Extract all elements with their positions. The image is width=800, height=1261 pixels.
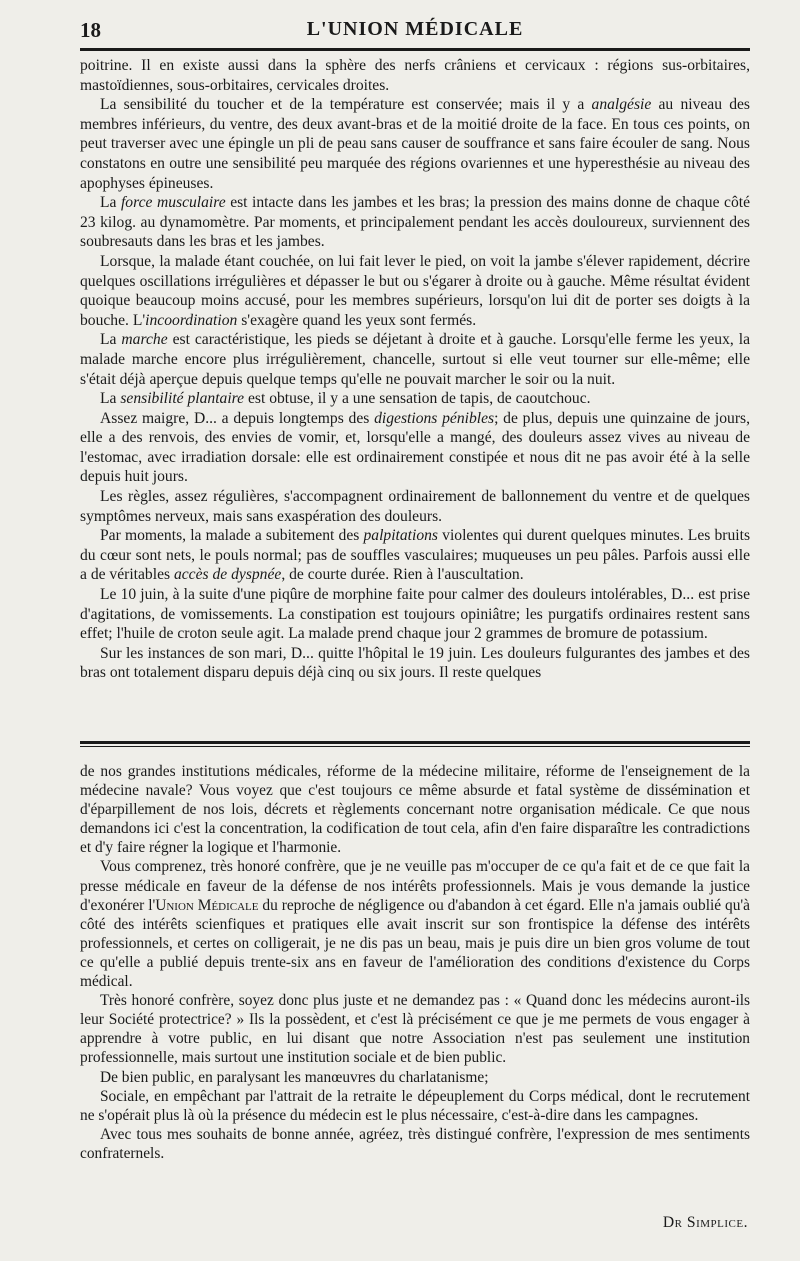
text-run: La: [100, 390, 121, 408]
paragraph: Sur les instances de son mari, D... quitte l'hôpital le 19 juin. Les douleurs fulgurantes des jambes et des bras ont totalement disparu depuis déjà cinq ou six jours. Il reste quelques: [80, 644, 750, 682]
paragraph: Très honoré confrère, soyez donc plus juste et ne demandez pas : « Quand donc les médecins auront-ils leur Société protectrice? » Ils la possèdent, et c'est là précisément ce que je me permets de vous engager à apprendre à votre public, en lui disant que notre Association n'est pas seulement une institution professionnelle, mais surtout une institution sociale et de bien public.: [80, 992, 750, 1067]
italic-term: incoordination: [145, 311, 238, 329]
text-run: Par moments, la malade a subitement des: [100, 527, 364, 545]
paragraph: [80, 409, 750, 487]
paragraph: De bien public, en paralysant les manœuvres du charlatanisme;: [100, 1068, 489, 1086]
text-run: est intacte dans les jambes et les bras; la pression des mains donne de chaque côté 23 kilog. au dynamomètre. Par moments, et principalement pendant les accès douloureux, surviennent des soubresauts dans les bras et les jambes.: [80, 194, 750, 251]
paragraph: de nos grandes institutions médicales, réforme de la médecine militaire, réforme de l'enseignement de la médecine navale? Vous voyez que c'est toujours ce même absurde et fatal système de dissémination et d'éparpillement de nos lois, décrets et règlements concernant notre organisation médicale. Ce que nous demandons ici c'est la concentration, la codification de tout cela, afin d'en faire disparaître les contradictions et d'y faire régner la logique et l'harmonie.: [80, 763, 750, 857]
page-header: [80, 14, 750, 46]
text-run: Lorsque, la malade étant couchée, on lui fait lever le pied, on voit la jambe s'élever rapidement, décrire quelques oscillations irrégulières et dépasser le but ou s'égarer à droite ou à gauche. Même résultat évident quoique beaucoup moins accusé, pour les membres supérieurs, lorsqu'on lui dit de porter ses doigts à la bouche. L': [80, 252, 750, 329]
signature: Dr Simplice.: [662, 1214, 748, 1231]
paragraph: poitrine. Il en existe aussi dans la sphère des nerfs crâniens et cervicaux : régions sus-orbitaires, mastoïdiennes, sous-orbitaires, cervicales droites.: [80, 57, 750, 94]
section-divider: [80, 741, 750, 747]
italic-term: digestions pénibles: [374, 409, 495, 427]
text-run: du reproche de négligence ou d'abandon à cet égard. Elle n'a jamais oublié qu'à côté des intérêts scienfiques et pratiques elle avait inscrit sur son frontispice la défense des intérêts professionnels, et certes on colligerait, je ne dis pas un beau, mais je puis dire un bien gros volume de tout ce qu'elle a publié depuis trente-six ans en faveur de l'amélioration des conditions d'existence du Corps médical.: [80, 896, 750, 991]
paragraph: [80, 193, 750, 252]
text-run: est obtuse, il y a une sensation de tapis, de caoutchouc.: [244, 390, 591, 408]
letter-text: [80, 762, 750, 1163]
paragraph: [80, 95, 750, 193]
text-run: La: [100, 331, 122, 349]
journal-title: L'UNION MÉDICALE: [306, 18, 524, 40]
italic-term: palpitations: [363, 527, 438, 545]
paragraph: Avec tous mes souhaits de bonne année, agréez, très distingué confrère, l'expression de mes sentiments confraternels.: [80, 1125, 750, 1162]
text-run: Vous comprenez, très honoré confrère, que je ne veuille pas m'occuper de ce qu'a fait et de ce que fait la presse médicale en faveur de la défense de nos intérêts professionnels. Mais je vous demande la justice d'exonérer l': [80, 858, 750, 914]
italic-term: sensibilité plantaire: [120, 390, 245, 408]
text-run: , de courte durée. Rien à l'auscultation.: [281, 566, 524, 584]
paragraph: Les règles, assez régulières, s'accompagnent ordinairement de ballonnement du ventre et de quelques symptômes nerveux, mais sans exaspération des douleurs.: [80, 488, 750, 525]
italic-term: force musculaire: [120, 194, 226, 212]
paragraph: Sociale, en empêchant par l'attrait de la retraite le dépeuplement du Corps médical, dont le recrutement ne s'opérait plus là où la présence du médecin est le plus nécessaire, c'est-à-dire dans les campagnes.: [80, 1087, 750, 1124]
page-number: 18: [80, 18, 101, 42]
italic-term: accès de dyspnée: [173, 566, 282, 584]
text-run: s'exagère quand les yeux sont fermés.: [237, 311, 477, 329]
paragraph: [80, 389, 750, 409]
text-run: La: [100, 194, 121, 212]
italic-term: analgésie: [591, 96, 652, 114]
small-caps-term: Union Médicale: [155, 896, 259, 914]
paragraph: [80, 330, 750, 389]
text-run: au niveau des membres inférieurs, du ventre, des deux avant-bras et de la moitié droite de la face. En tous ces points, on peut traverser avec une épingle un pli de peau sans causer de souffrance et sans faire écouler de sang. Nous constatons en outre une sensibilité peu marquée des régions ovariennes et une hyperesthésie au niveau des apophyses épineuses.: [80, 96, 751, 192]
paragraph: [80, 857, 750, 991]
text-run: violentes qui durent quelques minutes. Les bruits du cœur sont nets, le pouls normal; pas de souffles vasculaires; muqueuses un peu pâles. Parfois aussi elle a de véritables: [80, 527, 751, 584]
paragraph: Le 10 juin, à la suite d'une piqûre de morphine faite pour calmer des douleurs intolérables, D... est prise d'agitations, de vomissements. La constipation est toujours opiniâtre; les purgatifs ordinaires restent sans effet; l'huile de croton seule agit. La malade prend chaque jour 2 grammes de bromure de potassium.: [80, 586, 750, 643]
italic-term: marche: [121, 331, 168, 349]
header-rule: [80, 48, 750, 51]
text-run: est caractéristique, les pieds se déjetant à droite et à gauche. Lorsqu'elle ferme les yeux, la malade marche encore plus irrégulièrement, chancelle, surtout si elle veut tourner sur elle-même; elle s'était déjà aperçue depuis quelque temps qu'elle ne pouvait marcher le soir ou la nuit.: [80, 331, 750, 388]
paragraph: [80, 526, 750, 585]
text-run: La sensibilité du toucher et de la température est conservée; mais il y a: [100, 96, 592, 114]
paragraph: [80, 252, 750, 330]
text-run: ; de plus, depuis une quinzaine de jours, elle a des renvois, des envies de vomir, et, lorsqu'elle a mangé, des douleurs assez vives au niveau de l'estomac, avec irradiation dorsale: elle est ordinairement constipée et nous dit ne pas avoir été à la selle depuis huit jours.: [80, 409, 751, 486]
case-report-text: [80, 56, 750, 683]
text-run: Assez maigre, D... a depuis longtemps des: [100, 409, 375, 427]
